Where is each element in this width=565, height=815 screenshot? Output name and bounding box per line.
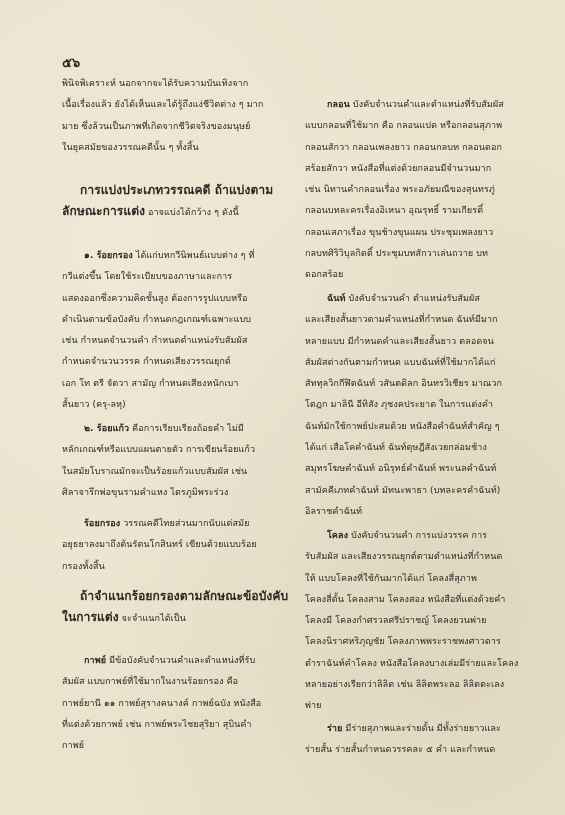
text-line: แบบกลอนที่ใช้มาก คือ กลอนแปด หรือกลอนสุภาพ xyxy=(305,121,503,132)
text-line: หลายแบบ มีกำหนดคำและเสียงสั้นยาว ตลอดจน xyxy=(305,336,494,347)
text-line: ในสมัยโบราณมักจะเป็นร้อยแก้วแบบสัมผัส เช่น xyxy=(62,466,248,477)
text-line: กาพย์ยานี ๑๑ กาพย์สุรางคนางค์ กาพย์ฉบัง หนังสือ xyxy=(62,698,262,709)
item-roikaeo xyxy=(62,419,290,504)
text-line: บังคับจำนวนคำและตำแหน่งที่รับสัมผัส xyxy=(349,100,504,110)
text-line: พินิจพิเคราะห์ นอกจากจะได้รับความบันเทิงจาก xyxy=(62,79,249,89)
text-line: ได้แก่บทกวีนิพนธ์แบบต่าง ๆ ที่ xyxy=(132,251,255,261)
paragraph-rongkrong xyxy=(62,514,290,578)
text-line: ศิลาจารึกพ่อขุนรามคำแหง ไตรภูมิพระร่วง xyxy=(62,487,229,498)
text-line: สัมผัสต่างกันตามกำหนด แบบฉันท์ที่ใช้มากได้แก่ xyxy=(305,357,496,368)
text-line: หลักเกณฑ์หรือแบบแผนตายตัว การเขียนร้อยแก้ว xyxy=(62,445,256,456)
page-number: ๕๖ xyxy=(62,56,81,71)
text-line: โคลงมี โคลงกำศรวลศรีปราชญ์ โคลงยวนพ่าย xyxy=(305,616,487,627)
text-line: ตำราฉันท์คำโคลง หนังสือโคลงบางเล่มมีร่ายและโคลง xyxy=(305,658,519,669)
text-line: กลอนสักวา กลอนเพลงยาว กลอนกลบท กลอนดอก xyxy=(305,142,503,153)
term-label: โคลง xyxy=(327,531,349,541)
right-column xyxy=(305,0,535,815)
text-line: แสดงออกซึ่งความคิดชั้นสูง ต้องการรูปแบบหรือ xyxy=(62,293,248,304)
text-line: รับสัมผัส และเสียงวรรณยุกต์ตามตำแหน่งที่กำหนด xyxy=(305,552,503,563)
text-line: ได้แก่ เสือโคคำฉันท์ ฉันท์ดุษฎีสังเวยกล่อมช้าง xyxy=(305,443,487,454)
text-line: โคลงนิราศหริภุญชัย โคลงภาพพระราชพงศาวดาร xyxy=(305,637,501,648)
heading-bold: ลักษณะการแต่ง xyxy=(62,204,146,219)
text-line: มีข้อบังคับจำนวนคำและตำแหน่งที่รับ xyxy=(106,656,256,666)
text-line: อิลราชคำฉันท์ xyxy=(305,506,363,517)
term-label: ๑. ร้อยกรอง xyxy=(84,251,133,261)
text-line: พ่าย xyxy=(305,701,322,712)
text-line: ดอกสร้อย xyxy=(305,270,344,281)
text-line: บังคับจำนวนคำ ตำแหน่งรับสัมผัส xyxy=(345,294,480,304)
text-line: กำหนดจำนวนวรรค กำหนดเสียงวรรณยุกต์ xyxy=(62,357,231,368)
heading-bold: ในการแต่ง xyxy=(62,610,119,625)
text-line: สั้นยาว (ครุ-ลหุ) xyxy=(62,400,126,411)
text-line: สร้อยสักวา หนังสือที่แต่งด้วยกลอนมีจำนวนมาก xyxy=(305,163,492,174)
term-label: ร่าย xyxy=(327,724,343,734)
text-line: สมุทรโฆษคำฉันท์ อนิรุทธ์คำฉันท์ พระนลคำฉันท์ xyxy=(305,464,497,475)
text-line: บังคับจำนวนคำ การแบ่งวรรค การ xyxy=(348,531,488,541)
text-line: อยุธยาลงมาถึงต้นรัตนโกสินทร์ เขียนด้วยแบบร้อย xyxy=(62,540,257,551)
term-label: กาพย์ xyxy=(84,656,107,666)
text-line: เช่น กำหนดจำนวนคำ กำหนดตำแหน่งรับสัมผัส xyxy=(62,336,248,347)
text-line: มาย ซึ่งล้วนเป็นภาพที่เกิดจากชีวิตจริงของมนุษย์ xyxy=(62,121,251,132)
heading-rest: อาจแบ่งได้กว้าง ๆ ดังนี้ xyxy=(145,208,239,219)
text-line: กรองทั้งสิ้น xyxy=(62,561,105,572)
text-line: กลอนเสภาเรื่อง ขุนช้างขุนแผน ประชุมเพลงยาว xyxy=(305,227,494,238)
section-heading-constraints xyxy=(62,586,290,629)
text-line: ดำเนินตามข้อบังคับ กำหนดกฎเกณฑ์เฉพาะแบบ xyxy=(62,314,252,325)
text-line: ในยุคสมัยของวรรณคดีนั้น ๆ ทั้งสิ้น xyxy=(62,142,199,153)
text-line: โตฎก มาลินี อีทิสัง ภุชงคประยาต ในการแต่งคำ xyxy=(305,400,493,411)
paragraph-klon xyxy=(305,95,535,287)
heading-line: ถ้าจำแนกร้อยกรองตามลักษณะข้อบังคับ xyxy=(80,589,289,603)
term-label: ฉันท์ xyxy=(327,294,346,304)
text-line: เนื้อเรื่องแล้ว ยังได้เห็นและได้รู้ถึงแง่ชีวิตต่าง ๆ มาก xyxy=(62,100,264,111)
text-line: โคลงสี่ดั้น โคลงสาม โคลงสอง หนังสือที่แต่งด้วยคำ xyxy=(305,594,506,605)
term-label: กลอน xyxy=(327,100,350,110)
heading-rest: จะจำแนกได้เป็น xyxy=(118,614,186,625)
text-line: กวีแต่งขึ้น โดยใช้ระเบียบของภาษาและการ xyxy=(62,272,233,283)
text-line: หลายอย่างเรียกว่าลิลิต เช่น ลิลิตพระลอ ลิลิตตะเลง xyxy=(305,680,505,691)
text-line: ฉันท์มักใช้กาพย์ปะสมด้วย หนังสือคำฉันท์สำคัญ ๆ xyxy=(305,421,500,432)
heading-line: การแบ่งประเภทวรรณคดี ถ้าแบ่งตาม xyxy=(80,183,274,197)
section-heading-classification xyxy=(62,180,290,223)
text-line: สัมผัส แบบกาพย์ที่ใช้มากในงานร้อยกรอง คือ xyxy=(62,677,239,688)
text-line: ร่ายสั้น ร่ายสั้นกำหนดวรรคละ ๕ คำ และกำหนด xyxy=(305,745,496,756)
text-line: สัททุลวิกกีฬิตฉันท์ วสันตดิลก อินทรวิเชียร มาณวก xyxy=(305,379,503,390)
paragraph-rai xyxy=(305,719,535,762)
text-line: ที่แต่งด้วยกาพย์ เช่น กาพย์พระไชยสุริยา สุบินคำ xyxy=(62,719,252,730)
text-line: และเสียงสั้นยาวตามคำแหน่งที่กำหนด ฉันท์มีมาก xyxy=(305,315,498,326)
text-line: กลบทศิริวิบุลกิตติ์ ประชุมบทสักวาเล่นถวาย บท xyxy=(305,249,489,260)
text-line: กลอนบทละครเรื่องอิเหนา อุณรุทธิ์ รามเกียรติ์ xyxy=(305,206,484,217)
text-line: สามัคคีเภทคำฉันท์ มัทนะพาธา (บทละครคำฉันท์) xyxy=(305,485,501,496)
text-line: เอก โท ตรี จัตวา สามัญ กำหนดเสียงหนักเบา xyxy=(62,378,239,389)
text-line: คือการเรียบเรียงถ้อยคำ ไม่มี xyxy=(129,424,244,434)
paragraph-chan xyxy=(305,289,535,523)
text-line: เช่น นิทานคำกลอนเรื่อง พระอภัยมณีของสุนทรภู่ xyxy=(305,185,495,196)
paragraph-khlong xyxy=(305,526,535,718)
text-line: วรรณคดีไทยส่วนมากนับแต่สมัย xyxy=(120,519,250,529)
intro-paragraph xyxy=(62,74,290,159)
left-column xyxy=(62,0,290,815)
term-label: ร้อยกรอง xyxy=(84,519,121,529)
paragraph-kap xyxy=(62,651,290,757)
text-line: ให้ แบบโคลงที่ใช้กันมากได้แก่ โคลงสี่สุภาพ xyxy=(305,573,478,584)
term-label: ๒. ร้อยแก้ว xyxy=(84,424,130,434)
text-line: มีร่ายสุภาพและร่ายดั้น มีทั้งร่ายยาวและ xyxy=(342,724,501,734)
item-roikrong xyxy=(62,246,290,416)
text-line: กาพย์ xyxy=(62,741,85,752)
